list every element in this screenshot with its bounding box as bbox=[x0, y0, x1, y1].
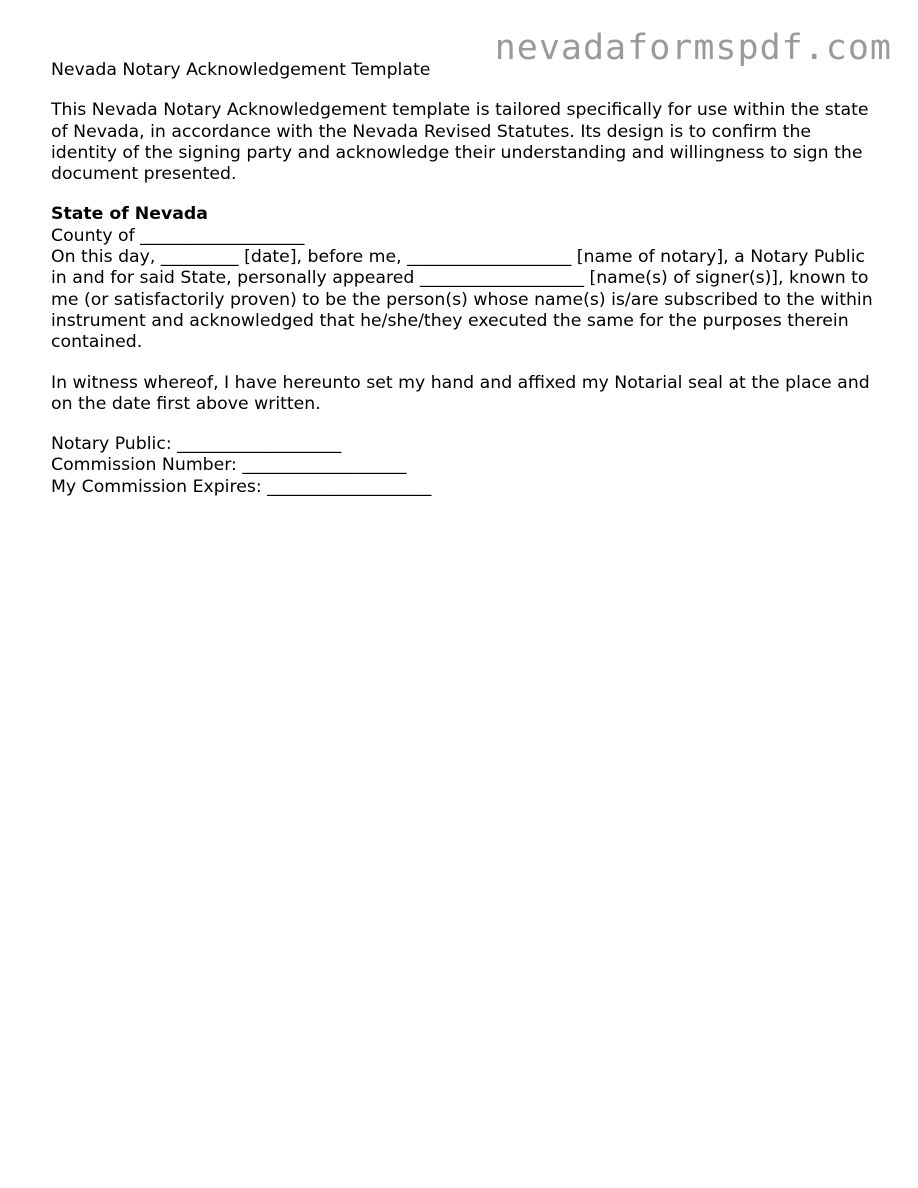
document-title: Nevada Notary Acknowledgement Template bbox=[51, 60, 431, 80]
state-heading: State of Nevada bbox=[51, 204, 208, 225]
intro-paragraph: This Nevada Notary Acknowledgement template is tailored specifically for use within the state of Nevada, in accordance with the Nevada Revised Statutes. Its design is to confirm the identity of the signing party and acknowledge their understanding and willingness to sign the document presented. bbox=[51, 100, 869, 185]
site-watermark: nevadaformspdf.com bbox=[494, 28, 892, 68]
commission-expires-line: My Commission Expires: ___________________ bbox=[51, 476, 432, 497]
county-line: County of ___________________ bbox=[51, 225, 305, 246]
acknowledgement-section bbox=[51, 204, 881, 353]
acknowledgement-paragraph: On this day, _________ [date], before me, ___________________ [name of notary], a Notary Public in and for said State, personally appeared ___________________ [name(s) of signer(s)], known to me (or satisfactorily proven) to be the person(s) whose name(s) is/are subscribed to the within instrument and acknowledged that he/she/they executed the same for the purposes therein contained. bbox=[51, 247, 873, 353]
document-body bbox=[51, 60, 881, 517]
witness-paragraph: In witness whereof, I have hereunto set my hand and affixed my Notarial seal at the place and on the date first above written. bbox=[51, 372, 870, 414]
signature-section bbox=[51, 434, 881, 498]
notary-public-line: Notary Public: ___________________ bbox=[51, 434, 342, 455]
commission-number-line: Commission Number: ___________________ bbox=[51, 455, 407, 476]
